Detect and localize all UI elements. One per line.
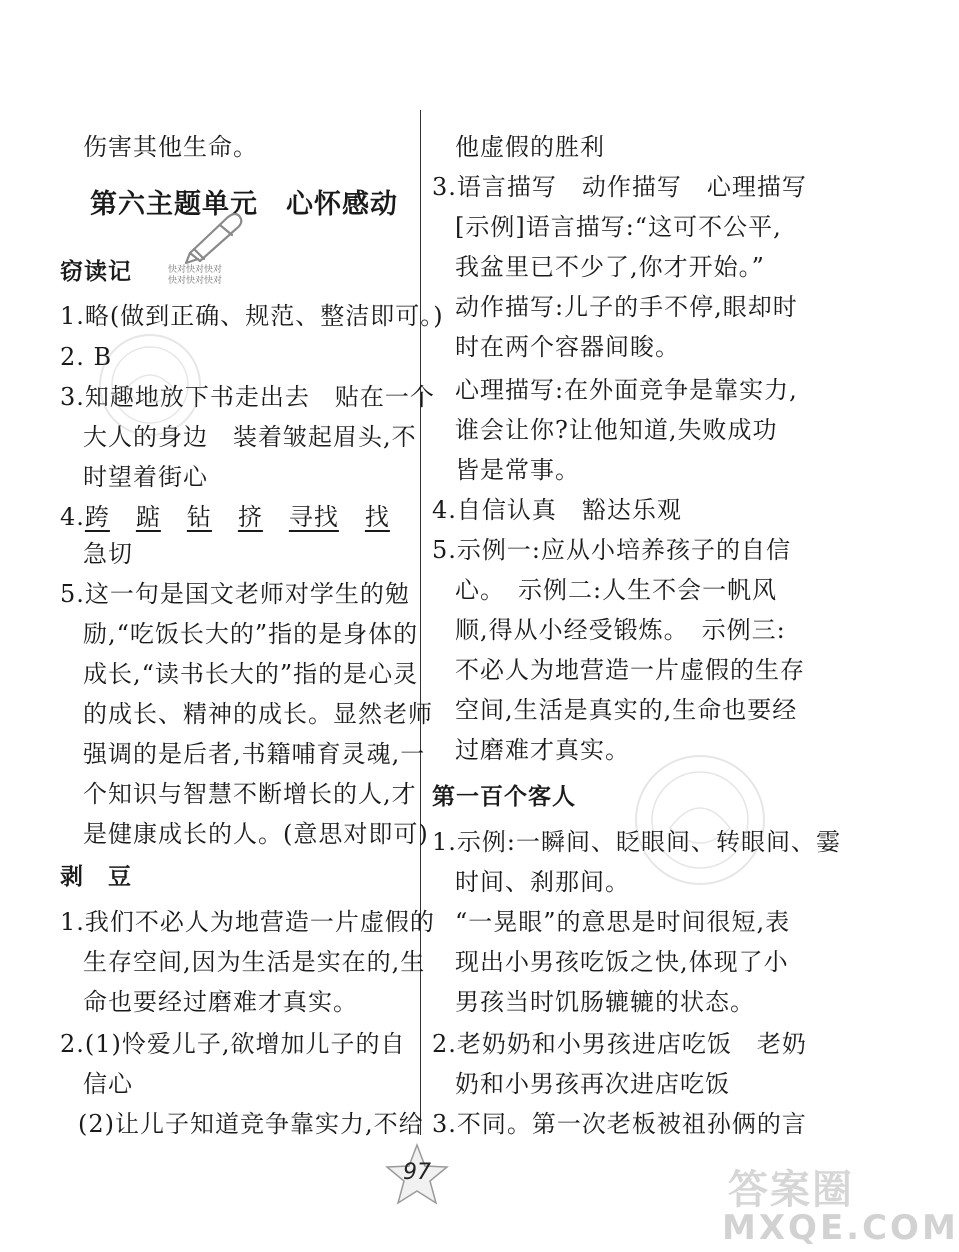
answer-line: 谁会让你?让他知道,失败成功 xyxy=(455,416,778,444)
answer-line: 励,“吃饭长大的”指的是身体的 xyxy=(83,620,419,648)
answer-line: 成长,“读书长大的”指的是心灵 xyxy=(83,660,419,688)
answer-line: 急切 xyxy=(83,540,133,568)
watermark-logo-text: 答案圈 xyxy=(728,1167,854,1213)
unit-title: 第六主题单元 心怀感动 xyxy=(90,189,398,220)
answer-line: 2.(1)怜爱儿子,欲增加儿子的自 xyxy=(60,1030,406,1058)
watermark-seal-icon xyxy=(95,330,205,440)
watermark-seal-icon xyxy=(630,750,770,890)
answer-line: 命也要经过磨难才真实。 xyxy=(83,988,358,1016)
answer-line: 奶和小男孩再次进店吃饭 xyxy=(455,1070,730,1098)
q4-word: 挤 xyxy=(237,503,263,531)
pen-stamp-icon xyxy=(180,205,250,265)
answer-line: 5.这一句是国文老师对学生的勉 xyxy=(60,580,410,608)
section-heading-qiedu: 窃读记 xyxy=(60,259,132,285)
answer-line: 2.老奶奶和小男孩进店吃饭 老奶 xyxy=(432,1030,807,1058)
answer-line: 空间,生活是真实的,生命也要经 xyxy=(455,696,798,724)
answer-line: 1.略(做到正确、规范、整洁即可。) xyxy=(60,302,444,330)
answer-line: 时间、刹那间。 xyxy=(455,868,630,896)
answer-line: 时望着街心 xyxy=(83,463,208,491)
answer-line: 是健康成长的人。(意思对即可) xyxy=(83,820,429,848)
answer-line: 4.自信认真 豁达乐观 xyxy=(432,496,682,524)
watermark-url: MXQE.COM xyxy=(722,1208,959,1248)
answer-line: 过磨难才真实。 xyxy=(455,736,630,764)
answer-line: 顺,得从小经受锻炼。 示例三: xyxy=(455,616,786,644)
answer-line: 不必人为地营造一片虚假的生存 xyxy=(455,656,805,684)
answer-line: 现出小男孩吃饭之快,体现了小 xyxy=(455,948,789,976)
page-number-badge xyxy=(384,1142,450,1208)
q4-word: 找 xyxy=(364,503,390,531)
stamp-text xyxy=(168,265,222,287)
answer-line: 5.示例一:应从小培养孩子的自信 xyxy=(432,536,791,564)
section-heading-dibaige: 第一百个客人 xyxy=(432,784,576,810)
text-line: 伤害其他生命。 xyxy=(83,133,258,161)
answer-line: 动作描写:儿子的手不停,眼却时 xyxy=(455,293,798,321)
answer-line: 心理描写:在外面竞争是靠实力, xyxy=(455,376,798,404)
answer-line: (2)让儿子知道竞争靠实力,不给 xyxy=(78,1110,424,1138)
answer-line: 个知识与智慧不断增长的人,才 xyxy=(83,780,417,808)
stamp-line: 快对快对快对 xyxy=(168,265,223,275)
q4-word: 跨 xyxy=(84,503,110,531)
answer-line: 2. B xyxy=(60,343,113,371)
answer-line: 时在两个容器间睃。 xyxy=(455,333,680,361)
answer-line: 生存空间,因为生活是实在的,生 xyxy=(83,948,426,976)
answer-line: 男孩当时饥肠辘辘的状态。 xyxy=(455,988,755,1016)
answer-line: 皆是常事。 xyxy=(455,456,580,484)
answer-line: 强调的是后者,书籍哺育灵魂,一 xyxy=(83,740,426,768)
q4-word: 踮 xyxy=(135,503,161,531)
page-number: 97 xyxy=(403,1160,431,1185)
q4-word: 寻找 xyxy=(288,503,339,531)
answer-line: [示例]语言描写:“这可不公平, xyxy=(455,213,782,241)
answer-line: 3.语言描写 动作描写 心理描写 xyxy=(432,173,807,201)
answer-line: 信心 xyxy=(83,1070,133,1098)
q4-word: 钻 xyxy=(186,503,212,531)
answer-line: 心。 示例二:人生不会一帆风 xyxy=(455,576,778,604)
answer-line: 1.我们不必人为地营造一片虚假的 xyxy=(60,908,435,936)
answer-line: 大人的身边 装着皱起眉头,不 xyxy=(83,423,417,451)
q4-number: 4. xyxy=(60,503,85,531)
answer-line: 3.知趣地放下书走出去 贴在一个 xyxy=(60,383,435,411)
stamp-line: 快对快对快对 xyxy=(168,276,223,286)
answer-line: 他虚假的胜利 xyxy=(455,133,605,161)
answer-line: “一晃眼”的意思是时间很短,表 xyxy=(455,908,791,936)
answer-line-q4 xyxy=(60,500,390,534)
answer-line: 3.不同。第一次老板被祖孙俩的言 xyxy=(432,1110,807,1138)
answer-line: 我盆里已不少了,你才开始。” xyxy=(455,253,765,281)
answer-line: 1.示例:一瞬间、眨眼间、转眼间、霎 xyxy=(432,828,841,856)
answer-line: 的成长、精神的成长。显然老师 xyxy=(83,700,433,728)
column-divider xyxy=(420,110,421,1135)
section-heading-boudou: 剥 豆 xyxy=(60,864,132,890)
